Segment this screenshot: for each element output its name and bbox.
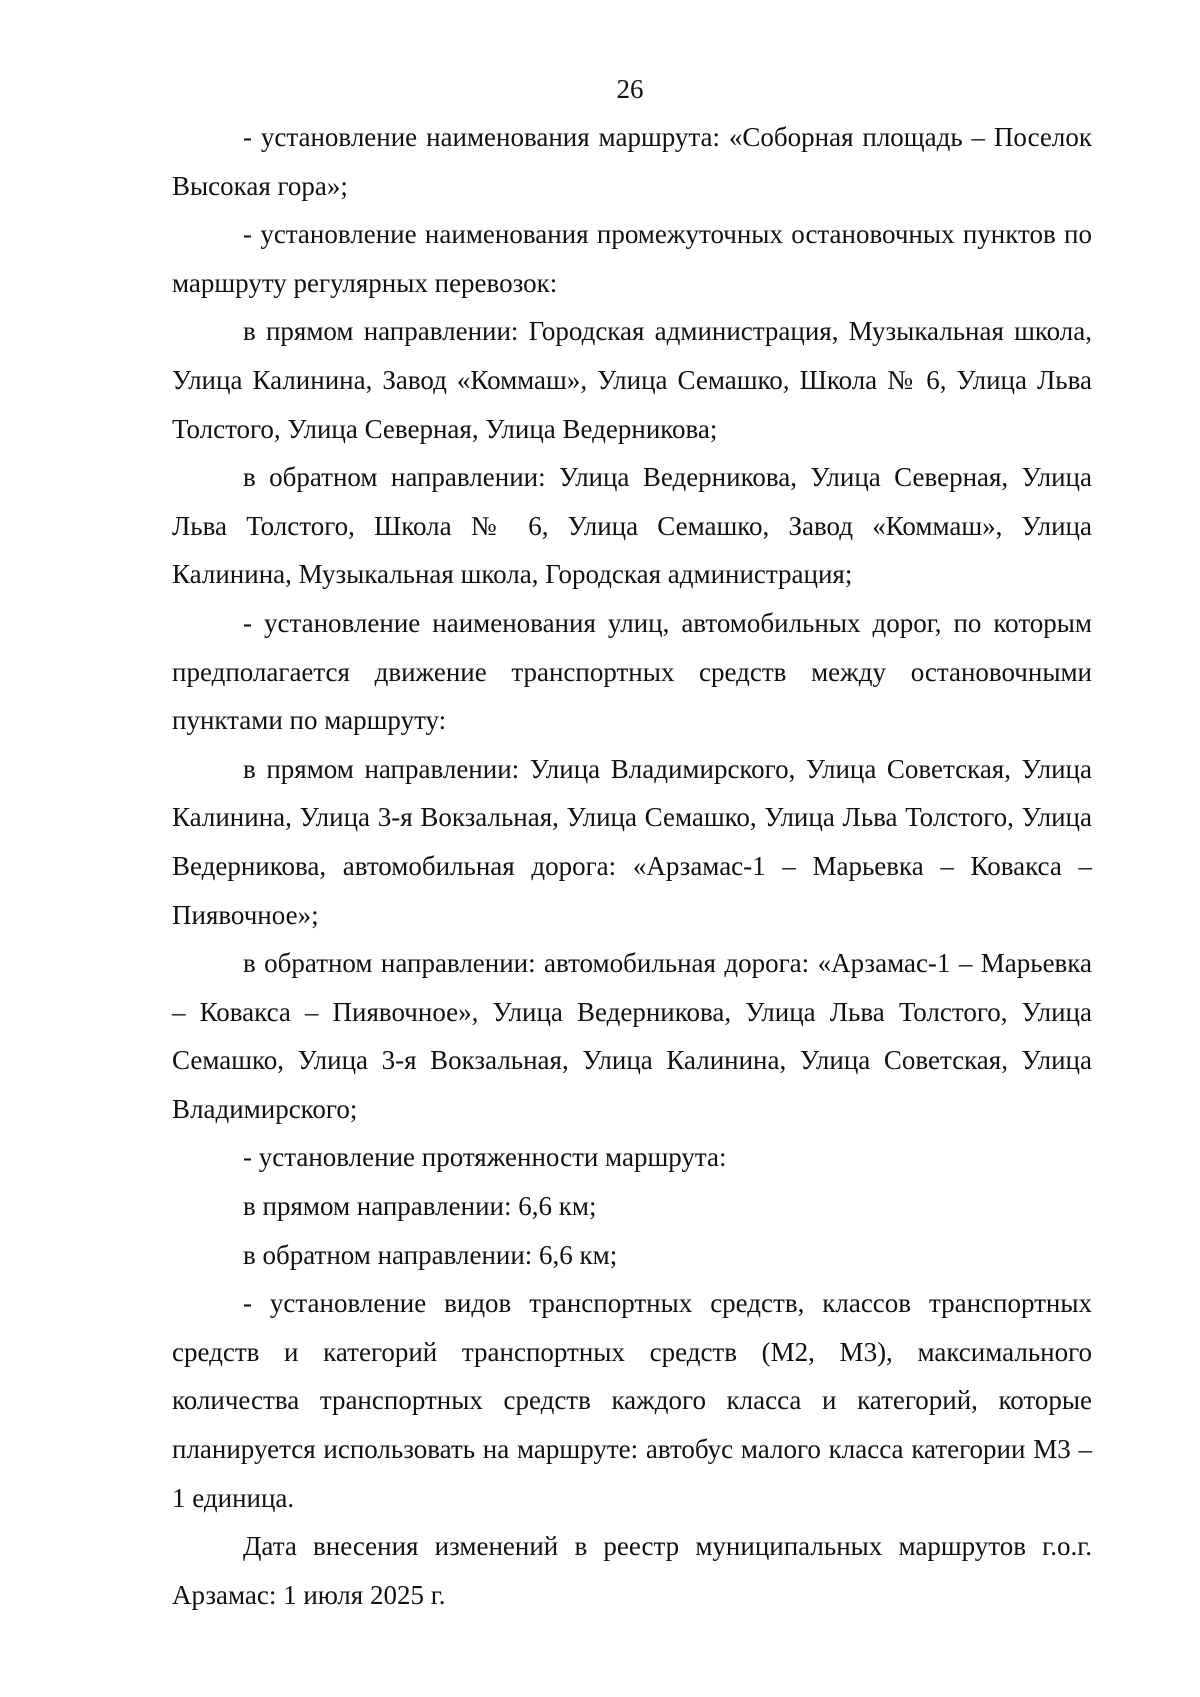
paragraph-length-heading: - установление протяженности маршрута: bbox=[243, 1142, 727, 1173]
paragraph-length-backward: в обратном направлении: 6,6 км; bbox=[243, 1239, 618, 1270]
document-body bbox=[172, 113, 1092, 1619]
paragraph-streets-forward: в прямом направлении: Улица Владимирского, Улица Советская, Улица Калинина, Улица 3-я Вокзальная, Улица Семашко, Улица Льва Толстого, Улица Ведерникова, автомобильная дорога: «Арзамас-1 – Марьевка – Ковакса – Пиявочное»; bbox=[172, 753, 1092, 930]
paragraph-stops-forward: в прямом направлении: Городская администрация, Музыкальная школа, Улица Калинина, Завод «Коммаш», Улица Семашко, Школа № 6, Улица Льва Толстого, Улица Северная, Улица Ведерникова; bbox=[172, 316, 1092, 444]
paragraph-stops-heading: - установление наименования промежуточных остановочных пунктов по маршруту регулярных перевозок: bbox=[172, 219, 1092, 298]
paragraph-vehicles: - установление видов транспортных средств, классов транспортных средств и категорий транспортных средств (М2, М3), максимального количества транспортных средств каждого класса и категорий, которые планируется использовать на маршруте: автобус малого класса категории М3 – 1 единица. bbox=[172, 1288, 1092, 1513]
paragraph-registry-date: Дата внесения изменений в реестр муниципальных маршрутов г.о.г. Арзамас: 1 июля 2025 г. bbox=[172, 1531, 1092, 1610]
paragraph-stops-backward: в обратном направлении: Улица Ведерникова, Улица Северная, Улица Льва Толстого, Школа № 6, Улица Семашко, Завод «Коммаш», Улица Калинина, Музыкальная школа, Городская администрация; bbox=[172, 462, 1092, 590]
paragraph-length-forward: в прямом направлении: 6,6 км; bbox=[243, 1191, 597, 1222]
paragraph-streets-heading: - установление наименования улиц, автомобильных дорог, по которым предполагается движение транспортных средств между остановочными пунктами по маршруту: bbox=[172, 607, 1092, 736]
page-number: 26 bbox=[616, 74, 644, 104]
paragraph-streets-backward: в обратном направлении: автомобильная дорога: «Арзамас-1 – Марьевка – Ковакса – Пиявочное», Улица Ведерникова, Улица Льва Толстого, Улица Семашко, Улица 3-я Вокзальная, Улица Калинина, Улица Советская, Улица Владимирского; bbox=[172, 948, 1092, 1124]
paragraph-route-name: - установление наименования маршрута: «Соборная площадь – Поселок Высокая гора»; bbox=[172, 122, 1092, 201]
